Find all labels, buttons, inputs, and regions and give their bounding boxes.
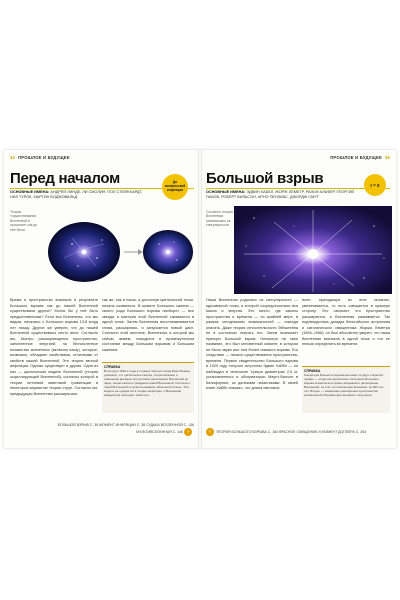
right-page — [200, 150, 396, 448]
left-image-caption: Теория «существования Вселенной в прошлом» как до неё были — [10, 210, 38, 232]
next-arrow-icon: › — [184, 428, 192, 436]
right-body-column-2: волн, приходящих из этих галактик, увеличивается, то есть смещается в красную сторону. Это означает, что пространство расширяется, а Вселенная развивается. Так подтвердилась догадка бельгийского астронома и католического священника Жоржа Леметра (1894–1966): он был абсолютно уверен, что наша Вселенная возникла в одной точке и что ее нельзя определить во времени. — [302, 298, 390, 346]
left-info-box — [102, 362, 194, 413]
right-title-rule — [206, 188, 390, 189]
book-gutter — [198, 150, 202, 448]
left-body-column-2: так же, как и наша, а достигнув критической точки, начала сжиматься. В момент Большого сжатия — своего рода Большого взрыва наоборот — все звезды и материя этой Вселенной сжимаются в одной точке. Затем Вселенная восстанавливается снова, расширяясь, и запускается новый цикл. Согласно этой гипотезе, Вселенная, в которой мы сейчас живем, находится в промежуточном состоянии между Большим взрывом и Большим сжатием. — [102, 298, 194, 352]
right-running-head — [330, 155, 390, 160]
right-era-badge: t = 0 — [364, 174, 386, 196]
left-footer-line-2: МУЛЬТИВСЕЛЕННАЯ С. 146 — [136, 429, 184, 434]
right-page-number: 35 — [384, 155, 390, 160]
left-page — [4, 150, 200, 448]
transition-arrow-head — [138, 249, 143, 255]
left-body-column-1: Время и пространство возникли в результате Большого взрыва как до нашей Вселенной существовали другие? Могли бы у неё быть предшественники? Если вся Вселенная, что мы видим, началась с Большого взрыва 13,8 млрд лет назад. Другие же умерли, что до нашей Вселенной существовало нечто иное. Согласно им, быстро расширяющееся пространство, заполненное энергией, на бесчисленное множество вселенных (включая нашу), которые, возможно, обладают свойствами, отличными от свойств нашей Вселенной. Это теория вечной инфляции. Однако существует и другая. Одна из них — циклическая модель Вселенной (теория осциллирующей Вселенной), согласно которой в теории петлевой квантовой гравитации в некоторых вариантах теории струн. Согласно им, предыдущая Вселенная расширилась — [10, 298, 98, 396]
right-body-column-1: Наша Вселенная родилась из сингулярности — одномерной точки, в которой сосредоточилась вся масса и энергия. Это место, где законы пространства и времени — по крайней мере, в рамках сегодняшних возможностей — никогда описать. Даже теория относительности Эйнштейна не в состоянии описать его. Затем возникает принцип Большой взрыв. Несмотря на свое название, это был мгновенный момент, в котором не было звука или тем более никакого взрыва. Его следствие — начало существования пространства-времени. Первое свидетельство Большого взрыва в 1929 году получил астроном Эдвин Хаббл — он наблюдал в телескопе Хукера диаметром 2,5 м, установленного в обсерватории Маунт-Вилсон в Калифорнии, за далекими галактиками. В своей книге Хаббл показал, что длина световых — [206, 298, 298, 390]
right-info-box — [302, 366, 390, 413]
right-page-title: Большой взрыв — [206, 170, 324, 187]
right-image-caption: Согласно теории, Вселенная развивалась из сингулярности — [206, 210, 234, 228]
universes-illustration — [42, 208, 196, 292]
right-running-head-text: ПРОШЛОЕ И БУДУЩЕЕ — [330, 155, 382, 160]
left-key-names — [10, 190, 150, 201]
big-bang-illustration — [234, 206, 392, 294]
left-running-head — [10, 155, 70, 160]
right-key-names-list: ЭДВИН ХАББЛ, ЖОРЖ ЛЕМЕТР, РАЛЬФ АЛЬФЕР, ГЕОРГИЙ ГАМОВ, РОБЕРТ ВИЛЬСОН, АРНО ПЕНЗИАС, ДЖОРДЖ СМУТ — [206, 190, 355, 200]
right-key-names-label: ОСНОВНЫЕ ИМЕНА: — [206, 190, 246, 194]
right-info-box-title: СПРАВКА — [304, 369, 321, 373]
left-era-badge: До космической инфляции — [162, 174, 188, 200]
prev-arrow-icon: ‹ — [206, 428, 214, 436]
left-page-title: Перед началом — [10, 170, 120, 187]
left-info-box-title: СПРАВКА — [104, 365, 121, 369]
right-footer-line-1: ТЕОРИЯ БОЛЬШОГО ВЗРЫВА С. 184 КРАСНОЕ СМЕЩЕНИЕ И МОМЕНТ ДОПЛЕРА С. 264 — [216, 429, 367, 434]
left-footer-line-1: БОЛЬШОЙ ВЗРЫВ С. 36 МОМЕНТ ИНФЛЯЦИИ С. 38 СУДЬБА ВСЕЛЕННОЙ С. 136 — [57, 423, 194, 427]
left-key-names-label: ОСНОВНЫЕ ИМЕНА: — [10, 190, 50, 194]
right-footer-crossrefs — [206, 428, 390, 436]
left-footer-crossrefs — [44, 423, 194, 436]
left-info-box-text: Во вторую 1960-е годы в странах Третьего мира Брюс Беккен доказали, что циклическое сжатие, сопротивление и изменение времени при условии расширения Вселенной до пары, затем сжатия и рождения новой Вселенной. Гипотеза о такой Вселенной получила название «Большой отскок». Эта модель не нуждается в теории инфляции, и Вселенная каждый раз повторяет свой путь. — [104, 369, 191, 397]
left-key-names-list: АНДРЕЙ ЛИНДЕ, ЛИ СМОЛИН, ПОЛ СТЕЙНХАРДТ, НИЛ ТУРОК, МАРТИН БОДЖОВАЛЬД — [10, 190, 143, 200]
left-running-head-text: ПРОШЛОЕ И БУДУЩЕЕ — [18, 155, 70, 160]
book-spread — [4, 150, 396, 448]
left-page-number: 34 — [10, 155, 16, 160]
singularity-flash — [308, 249, 318, 259]
right-key-names — [206, 190, 356, 201]
right-info-box-text: Концепция Большого взрыва вытекает из двух открытий: первое — открытие реликтового излучения Большого взрыва космического фона, вскрывшего расширение Вселенной, за счет чего вселенная возникает за 300 тыс. лет. Второе — измерение расширения пространства космической обсерватории фонового излучения. — [304, 373, 385, 397]
